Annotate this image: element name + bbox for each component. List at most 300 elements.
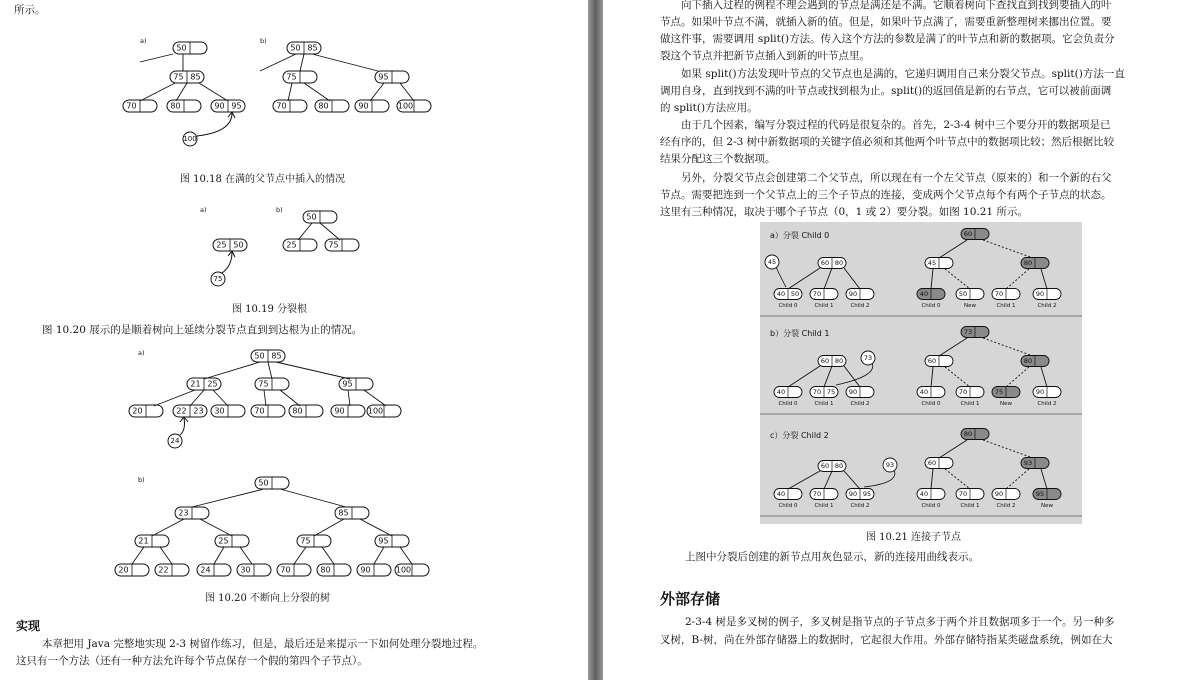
fig21-new-item: [765, 255, 779, 269]
section-title-external: 外部存储: [660, 590, 721, 608]
tree-edge: [276, 362, 350, 379]
fig20-label-b: b): [138, 476, 145, 484]
tree-edge: [280, 489, 346, 507]
fig19-new-item: [211, 272, 225, 286]
figure-10-18: [0, 0, 588, 680]
tree-edge: [268, 362, 272, 379]
node-key: 70: [254, 406, 265, 416]
node-key: 40: [919, 490, 929, 498]
node-key: 70: [126, 101, 137, 111]
before-parent: [818, 356, 846, 367]
figure-10-21: [760, 222, 1082, 524]
node-key: 80: [963, 430, 973, 438]
fig20-intro: 图 10.20 展示的是顺着树向上延续分裂节点直到到达根为止的情况。: [42, 324, 363, 336]
new-item-key: 75: [213, 275, 223, 283]
para-2-line-3: 的 split()方法应用。: [660, 102, 758, 114]
after-child: [917, 289, 945, 300]
tree-edge: [240, 547, 252, 564]
tree-edge: [154, 390, 195, 406]
before-child-label: Child 1: [814, 401, 834, 407]
node-key: 40: [776, 290, 786, 298]
after-child: [956, 289, 984, 300]
tree-edge: [788, 471, 820, 489]
fig18-b-leaf: [397, 100, 431, 112]
node-key: 100: [367, 406, 384, 416]
node-key: 90: [1035, 388, 1045, 396]
insert-arrow: [222, 252, 232, 273]
before-child: [774, 489, 802, 500]
node-key: 100: [397, 101, 414, 111]
after-child: [992, 387, 1020, 398]
before-parent: [818, 461, 846, 472]
node-key: 25: [207, 379, 218, 389]
tree-edge: [200, 519, 232, 536]
tree-edge: [280, 390, 300, 406]
fig20-a-mid: [187, 378, 221, 390]
node-key: 80: [1023, 357, 1033, 365]
para-4: [660, 170, 1112, 221]
tree-edge: [824, 471, 832, 489]
node-key: 23: [193, 406, 204, 416]
after-left: [925, 458, 953, 469]
node-key: 70: [280, 565, 291, 575]
node-key: 85: [190, 72, 201, 82]
node-key: 21: [190, 379, 201, 389]
node-key: 60: [820, 357, 830, 365]
after-child-label: Child 0: [921, 401, 941, 407]
after-child: [1033, 387, 1061, 398]
tree-edge: [360, 519, 392, 536]
fig20-a-root: [251, 350, 285, 362]
fig18-a-mid: [170, 71, 204, 83]
tree-edge: [298, 223, 312, 240]
tree-edge: [204, 362, 260, 379]
fig20-a-leaf: [129, 405, 163, 417]
node-key: 50: [254, 351, 265, 361]
fig20-b-l2: [175, 507, 209, 519]
para-3: [660, 117, 1114, 168]
node-key: 60: [963, 230, 973, 238]
node-key: 80: [834, 259, 844, 267]
top-text: 所示。: [14, 4, 46, 16]
node-key: 70: [276, 101, 287, 111]
fig20-b-l2: [335, 507, 369, 519]
node-key: 75: [300, 536, 311, 546]
node-key: 95: [342, 379, 353, 389]
before-child: [810, 387, 838, 398]
tree-edge: [939, 240, 967, 258]
tree-edge: [400, 83, 414, 101]
fig20-b-l3: [215, 535, 249, 547]
node-key: 75: [173, 72, 184, 82]
node-key: 21: [138, 536, 149, 546]
after-child: [917, 489, 945, 500]
before-child: [810, 289, 838, 300]
node-key: 75: [826, 388, 836, 396]
impl-line-1: 本章把用 Java 完整地实现 2-3 树留作练习，但是，最后还是来提示一下如何处理分裂地过程。: [42, 638, 484, 650]
tree-edge: [176, 83, 187, 101]
fig19-b-leaf: [325, 239, 359, 251]
tree-edge: [1006, 367, 1029, 387]
fig18-diagram: [123, 37, 431, 146]
fig18-caption: 图 10.18 在满的父节点中插入的情况: [180, 174, 345, 185]
tree-edge: [931, 469, 933, 489]
node-key: 90: [1035, 290, 1045, 298]
tree-edge: [314, 519, 344, 536]
node-key: 50: [790, 290, 800, 298]
node-key: 70: [812, 290, 822, 298]
new-item-key: 73: [863, 354, 873, 362]
tree-edge: [370, 83, 384, 101]
node-key: 60: [927, 357, 937, 365]
before-child: [846, 289, 874, 300]
before-child-label: Child 2: [850, 303, 870, 309]
tree-edge: [374, 547, 384, 564]
section-title-impl: 实现: [16, 619, 41, 633]
node-key: 100: [395, 565, 412, 575]
fig19-b-root: [303, 211, 337, 223]
before-child-label: Child 1: [814, 303, 834, 309]
tree-edge: [788, 366, 820, 387]
para-3-line-3: 结果分配这三个数据项。: [660, 153, 776, 165]
fig18-a-leaf: [123, 100, 157, 112]
fig20-b-leaf: [317, 564, 351, 576]
node-key: 45: [927, 259, 937, 267]
tree-edge: [190, 390, 204, 406]
node-key: 20: [132, 406, 143, 416]
fig20-label-a: a): [138, 349, 145, 357]
before-child: [846, 489, 874, 500]
node-key: 22: [176, 406, 187, 416]
fig20-caption: 图 10.20 不断向上分裂的树: [205, 593, 330, 604]
tree-edge: [1041, 367, 1047, 387]
node-key: 24: [200, 565, 211, 575]
after-root: [961, 429, 989, 440]
tree-edge: [152, 519, 184, 536]
fig19-caption: 图 10.19 分裂根: [232, 304, 307, 315]
fig20-a-leaf: [251, 405, 285, 417]
para-4-line-2: 节点。需要把连到一个父节点上的三个子节点的连接，变成两个父节点每个有两个子节点的状态。: [660, 189, 1112, 201]
fig20-a-mid: [255, 378, 289, 390]
fig20-b-l3: [375, 535, 409, 547]
fig19-label-b: b): [276, 206, 283, 214]
para-1-line-3: 做这件事，需要调用 split()方法。传入这个方法的参数是满了的叶节点和新的数据项。它会负责分: [660, 33, 1115, 45]
tree-edge: [264, 390, 266, 406]
node-key: 95: [378, 536, 389, 546]
fig18-b-mid: [283, 71, 317, 83]
node-key: 90: [848, 388, 858, 396]
fig18-a-leaf: [211, 100, 245, 112]
node-key: 85: [271, 351, 282, 361]
fig20-b-leaf: [155, 564, 189, 576]
node-key: 80: [292, 406, 303, 416]
node-key: 40: [919, 290, 929, 298]
node-key: 80: [318, 101, 329, 111]
impl-line-2: 这只有一个方法（还有一种方法允许每个节点保存一个假的第四个子节点）。: [16, 655, 368, 667]
tree-edge: [1006, 269, 1029, 289]
para-1: [660, 0, 1115, 65]
ext-line-2: 叉树，B-树，尚在外部存储器上的数据时，它起很大作用。外部存储特指某类磁盘系统，例如在大: [660, 634, 1113, 646]
node-key: 25: [216, 240, 227, 250]
tree-edge: [260, 54, 296, 71]
para-2-line-2: 调用自身，直到找到不满的叶节点或找到根为止。split()的返回值是新的右节点，它可以被前面调: [660, 85, 1112, 97]
para-4-line-1: 另外，分裂父节点会创建第二个父节点，所以现在有一个左父节点（原来的）和一个新的右父: [681, 172, 1112, 184]
node-key: 70: [812, 490, 822, 498]
fig18-b-root: [287, 42, 321, 54]
node-key: 40: [776, 490, 786, 498]
para-1-line-4: 裂这个节点并把新节点插入到新的叶节点里。: [660, 50, 870, 62]
node-key: 90: [214, 101, 225, 111]
node-key: 60: [820, 462, 830, 470]
after-left: [925, 356, 953, 367]
fig20-diagram: [115, 349, 429, 576]
node-key: 90: [334, 406, 345, 416]
tree-edge: [320, 223, 340, 240]
node-key: 40: [776, 388, 786, 396]
fig20-b-leaf: [357, 564, 391, 576]
fig21-case-1: [760, 327, 1082, 415]
after-child-label: Child 0: [921, 503, 941, 509]
node-key: 22: [158, 565, 169, 575]
node-key: 30: [214, 406, 225, 416]
after-right: [1021, 258, 1049, 269]
tree-edge: [844, 268, 860, 289]
tree-edge: [199, 83, 228, 101]
tree-edge: [348, 390, 350, 406]
fig20-a-leaf: [289, 405, 323, 417]
node-key: 80: [834, 357, 844, 365]
node-key: 60: [927, 459, 937, 467]
fig18-b-leaf: [315, 100, 349, 112]
before-child-label: Child 2: [850, 503, 870, 509]
after-child: [917, 387, 945, 398]
fig19-diagram: [200, 206, 359, 286]
tree-edge: [304, 83, 330, 101]
tree-edge: [939, 440, 967, 458]
ext-line-1: 2-3-4 树是多叉树的例子，多叉树是指节点的子节点多于两个并且数据项多于一个。另一种多: [685, 616, 1115, 628]
fig20-b-l3: [297, 535, 331, 547]
node-key: 50: [233, 240, 244, 250]
node-key: 75: [328, 240, 339, 250]
fig21-caption: 图 10.21 连接子节点: [866, 532, 961, 543]
tree-edge: [140, 83, 175, 101]
tree-edge: [844, 471, 860, 489]
before-child: [846, 387, 874, 398]
para-3-line-1: 由于几个因素，编写分裂过程的代码是很复杂的。首先，2-3-4 树中三个要分开的数据项是已: [681, 119, 1111, 131]
tree-edge: [288, 83, 292, 101]
tree-edge: [400, 547, 412, 564]
after-child-label: Child 2: [1037, 303, 1057, 309]
before-child-label: Child 2: [850, 401, 870, 407]
tree-edge: [364, 390, 386, 406]
after-child-label: Child 1: [996, 303, 1016, 309]
fig21-new-item: [883, 458, 897, 472]
node-key: 90: [848, 290, 858, 298]
fig20-b-leaf: [115, 564, 149, 576]
tree-edge: [300, 54, 304, 71]
fig18-label-b: b): [260, 37, 267, 45]
fig20-a-leaf: [211, 405, 245, 417]
node-key: 80: [320, 565, 331, 575]
fig18-a-root: [173, 42, 207, 54]
tree-edge: [983, 338, 1033, 356]
after-child-label: Child 1: [960, 503, 980, 509]
node-key: 50: [258, 478, 269, 488]
fig20-b-leaf: [237, 564, 271, 576]
tree-edge: [132, 547, 144, 564]
para-2-line-1: 如果 split()方法发现叶节点的父节点也是满的，它递归调用自己来分裂父节点。split()方法一直: [681, 68, 1125, 80]
tree-edge: [213, 390, 228, 406]
fig18-a-leaf: [167, 100, 201, 112]
after-child: [1033, 289, 1061, 300]
fig20-a-leaf: [367, 405, 401, 417]
fig20-a-leaf: [331, 405, 365, 417]
before-child-label: Child 0: [778, 503, 798, 509]
fig20-a-mid: [339, 378, 373, 390]
after-child: [992, 289, 1020, 300]
case-title: b）分裂 Child 1: [770, 329, 830, 338]
after-root: [961, 229, 989, 240]
after-child: [1033, 489, 1061, 500]
para-1-line-2: 节点。如果叶节点不满，就插入新的值。但是，如果叶节点满了，需要重新整理树来挪出位置。要: [660, 16, 1112, 28]
node-key: 85: [307, 43, 318, 53]
fig19-b-leaf: [283, 239, 317, 251]
after-child-label: New: [1041, 503, 1053, 509]
after-root: [961, 327, 989, 338]
tree-edge: [322, 547, 334, 564]
node-key: 90: [848, 490, 858, 498]
node-key: 90: [994, 490, 1004, 498]
node-key: 95: [231, 101, 242, 111]
node-key: 20: [118, 565, 129, 575]
node-key: 80: [170, 101, 181, 111]
tree-edge: [983, 240, 1033, 258]
tree-edge: [294, 547, 306, 564]
node-key: 93: [1023, 459, 1033, 467]
after-child: [992, 489, 1020, 500]
node-key: 70: [958, 388, 968, 396]
before-child: [774, 387, 802, 398]
new-item-key: 93: [885, 461, 895, 469]
node-key: 50: [958, 290, 968, 298]
tree-edge: [824, 366, 832, 387]
before-child: [810, 489, 838, 500]
fig20-new-item: [168, 434, 182, 448]
node-key: 75: [994, 388, 1004, 396]
node-key: 70: [812, 388, 822, 396]
new-item-key: 45: [767, 258, 777, 266]
node-key: 70: [958, 490, 968, 498]
fig20-b-root: [255, 477, 289, 489]
after-child: [956, 387, 984, 398]
tree-edge: [214, 547, 224, 564]
fig21-case-2: [760, 429, 1082, 517]
left-page: [0, 0, 588, 680]
fig20-a-leaf: [173, 405, 207, 417]
para-4-line-3: 这里有三种情况，取决于哪个子节点（0，1 或 2）要分裂。如图 10.21 所示。: [660, 206, 1028, 218]
fig20-b-l3: [135, 535, 169, 547]
case-title: a）分裂 Child 0: [770, 231, 830, 240]
insert-arrow: [864, 470, 895, 487]
node-key: 50: [306, 212, 317, 222]
tree-edge: [931, 367, 933, 387]
before-parent: [818, 258, 846, 269]
after-child-label: New: [1000, 401, 1012, 407]
book-gutter: [588, 0, 603, 680]
after-child-label: Child 0: [921, 303, 941, 309]
case-title: c）分裂 Child 2: [770, 431, 829, 440]
fig19-a-node: [213, 239, 247, 251]
tree-edge: [312, 54, 378, 71]
fig18-b-leaf: [273, 100, 307, 112]
fig21-scan: [760, 222, 1082, 524]
before-child-label: Child 0: [778, 303, 798, 309]
para-1-line-1: 向下插入过程的例程不理会遇到的节点是满还是不满。它顺着树向下查找直到找到要插入的叶: [681, 0, 1112, 11]
tree-edge: [945, 367, 970, 387]
node-key: 80: [1023, 259, 1033, 267]
node-key: 30: [240, 565, 251, 575]
tree-edge: [192, 489, 264, 507]
fig18-b-mid: [375, 71, 409, 83]
before-child-label: Child 1: [814, 503, 834, 509]
insert-arrow: [776, 267, 786, 287]
node-key: 40: [919, 388, 929, 396]
after-left: [925, 258, 953, 269]
node-key: 73: [963, 328, 973, 336]
after-child-label: New: [964, 303, 976, 309]
tree-edge: [983, 440, 1033, 458]
tree-edge: [1041, 469, 1047, 489]
fig19-label-a: a): [200, 206, 207, 214]
tree-edge: [844, 366, 860, 387]
after-right: [1021, 356, 1049, 367]
node-key: 25: [286, 240, 297, 250]
node-key: 60: [820, 259, 830, 267]
after-child: [956, 489, 984, 500]
tree-edge: [931, 269, 933, 289]
node-key: 23: [178, 508, 189, 518]
tree-edge: [939, 338, 967, 356]
node-key: 75: [258, 379, 269, 389]
fig20-b-leaf: [197, 564, 231, 576]
tree-edge: [788, 268, 820, 289]
node-key: 25: [218, 536, 229, 546]
fig21-new-item: [861, 351, 875, 365]
tree-edge: [945, 269, 970, 289]
fig21-case-0: [760, 229, 1082, 317]
after-child-label: Child 1: [960, 401, 980, 407]
fig20-b-leaf: [277, 564, 311, 576]
node-key: 95: [1035, 490, 1045, 498]
node-key: 50: [290, 43, 301, 53]
tree-edge: [824, 268, 832, 289]
node-key: 85: [338, 508, 349, 518]
new-item-key: 100: [183, 135, 197, 143]
tree-edge: [1041, 269, 1047, 289]
node-key: 90: [360, 565, 371, 575]
para-3-line-2: 经有序的，但 2-3 树中新数据项的关键字值必须和其他两个叶节点中的数据项比较；然后根据比较: [660, 136, 1115, 148]
insert-arrow: [197, 113, 232, 136]
fig18-label-a: a): [140, 37, 147, 45]
tree-edge: [945, 469, 970, 489]
fig18-new-item: [183, 132, 197, 146]
new-item-key: 24: [170, 437, 180, 445]
after-fig-text: 上图中分裂后创建的新节点用灰色显示，新的连接用曲线表示。: [685, 551, 979, 563]
before-child: [774, 289, 802, 300]
tree-edge: [1006, 469, 1029, 489]
after-right: [1021, 458, 1049, 469]
node-key: 90: [358, 101, 369, 111]
